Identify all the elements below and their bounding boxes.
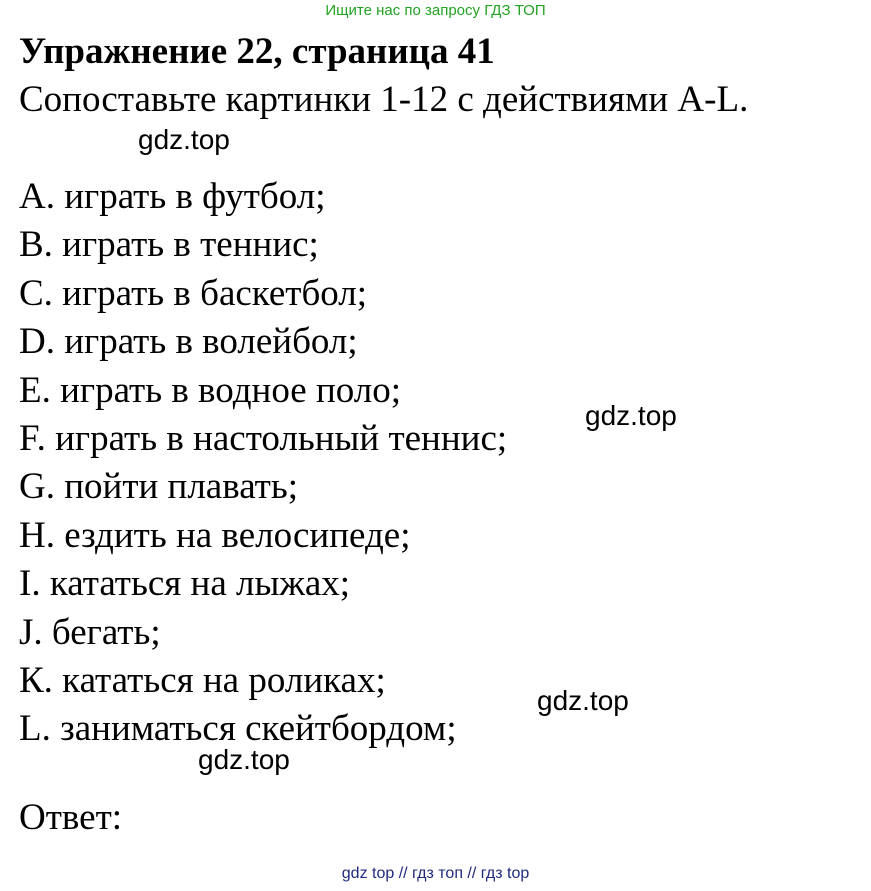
watermark: gdz.top <box>585 400 677 431</box>
watermark: gdz.top <box>537 685 629 716</box>
footer-text: gdz top // гдз топ // гдз top <box>341 865 530 882</box>
page-title: Упражнение 22, страница 41 <box>19 31 495 72</box>
list-item: I. кататься на лыжах; <box>19 563 351 605</box>
list-item: D. играть в волейбол; <box>19 321 358 363</box>
list-item: L. заниматься скейтбордом; <box>19 708 457 750</box>
top-banner: Ищите нас по запросу ГДЗ ТОП <box>325 2 546 19</box>
answer-label: Ответ: <box>19 797 123 838</box>
list-item: F. играть в настольный теннис; <box>19 417 508 459</box>
list-item: H. ездить на велосипеде; <box>19 514 411 556</box>
watermark: gdz.top <box>138 124 230 155</box>
activity-options-list <box>19 173 507 754</box>
list-item: К. кататься на роликах; <box>19 659 386 701</box>
list-item: J. бегать; <box>19 611 161 653</box>
watermark: gdz.top <box>198 744 290 775</box>
list-item: A. играть в футбол; <box>19 176 326 217</box>
list-item: B. играть в теннис; <box>19 224 319 266</box>
list-item: G. пойти плавать; <box>19 466 298 508</box>
task-instruction: Сопоставьте картинки 1-12 с действиями A-L. <box>19 79 749 120</box>
list-item: C. играть в баскетбол; <box>19 272 368 314</box>
list-item: E. играть в водное поло; <box>19 369 402 411</box>
